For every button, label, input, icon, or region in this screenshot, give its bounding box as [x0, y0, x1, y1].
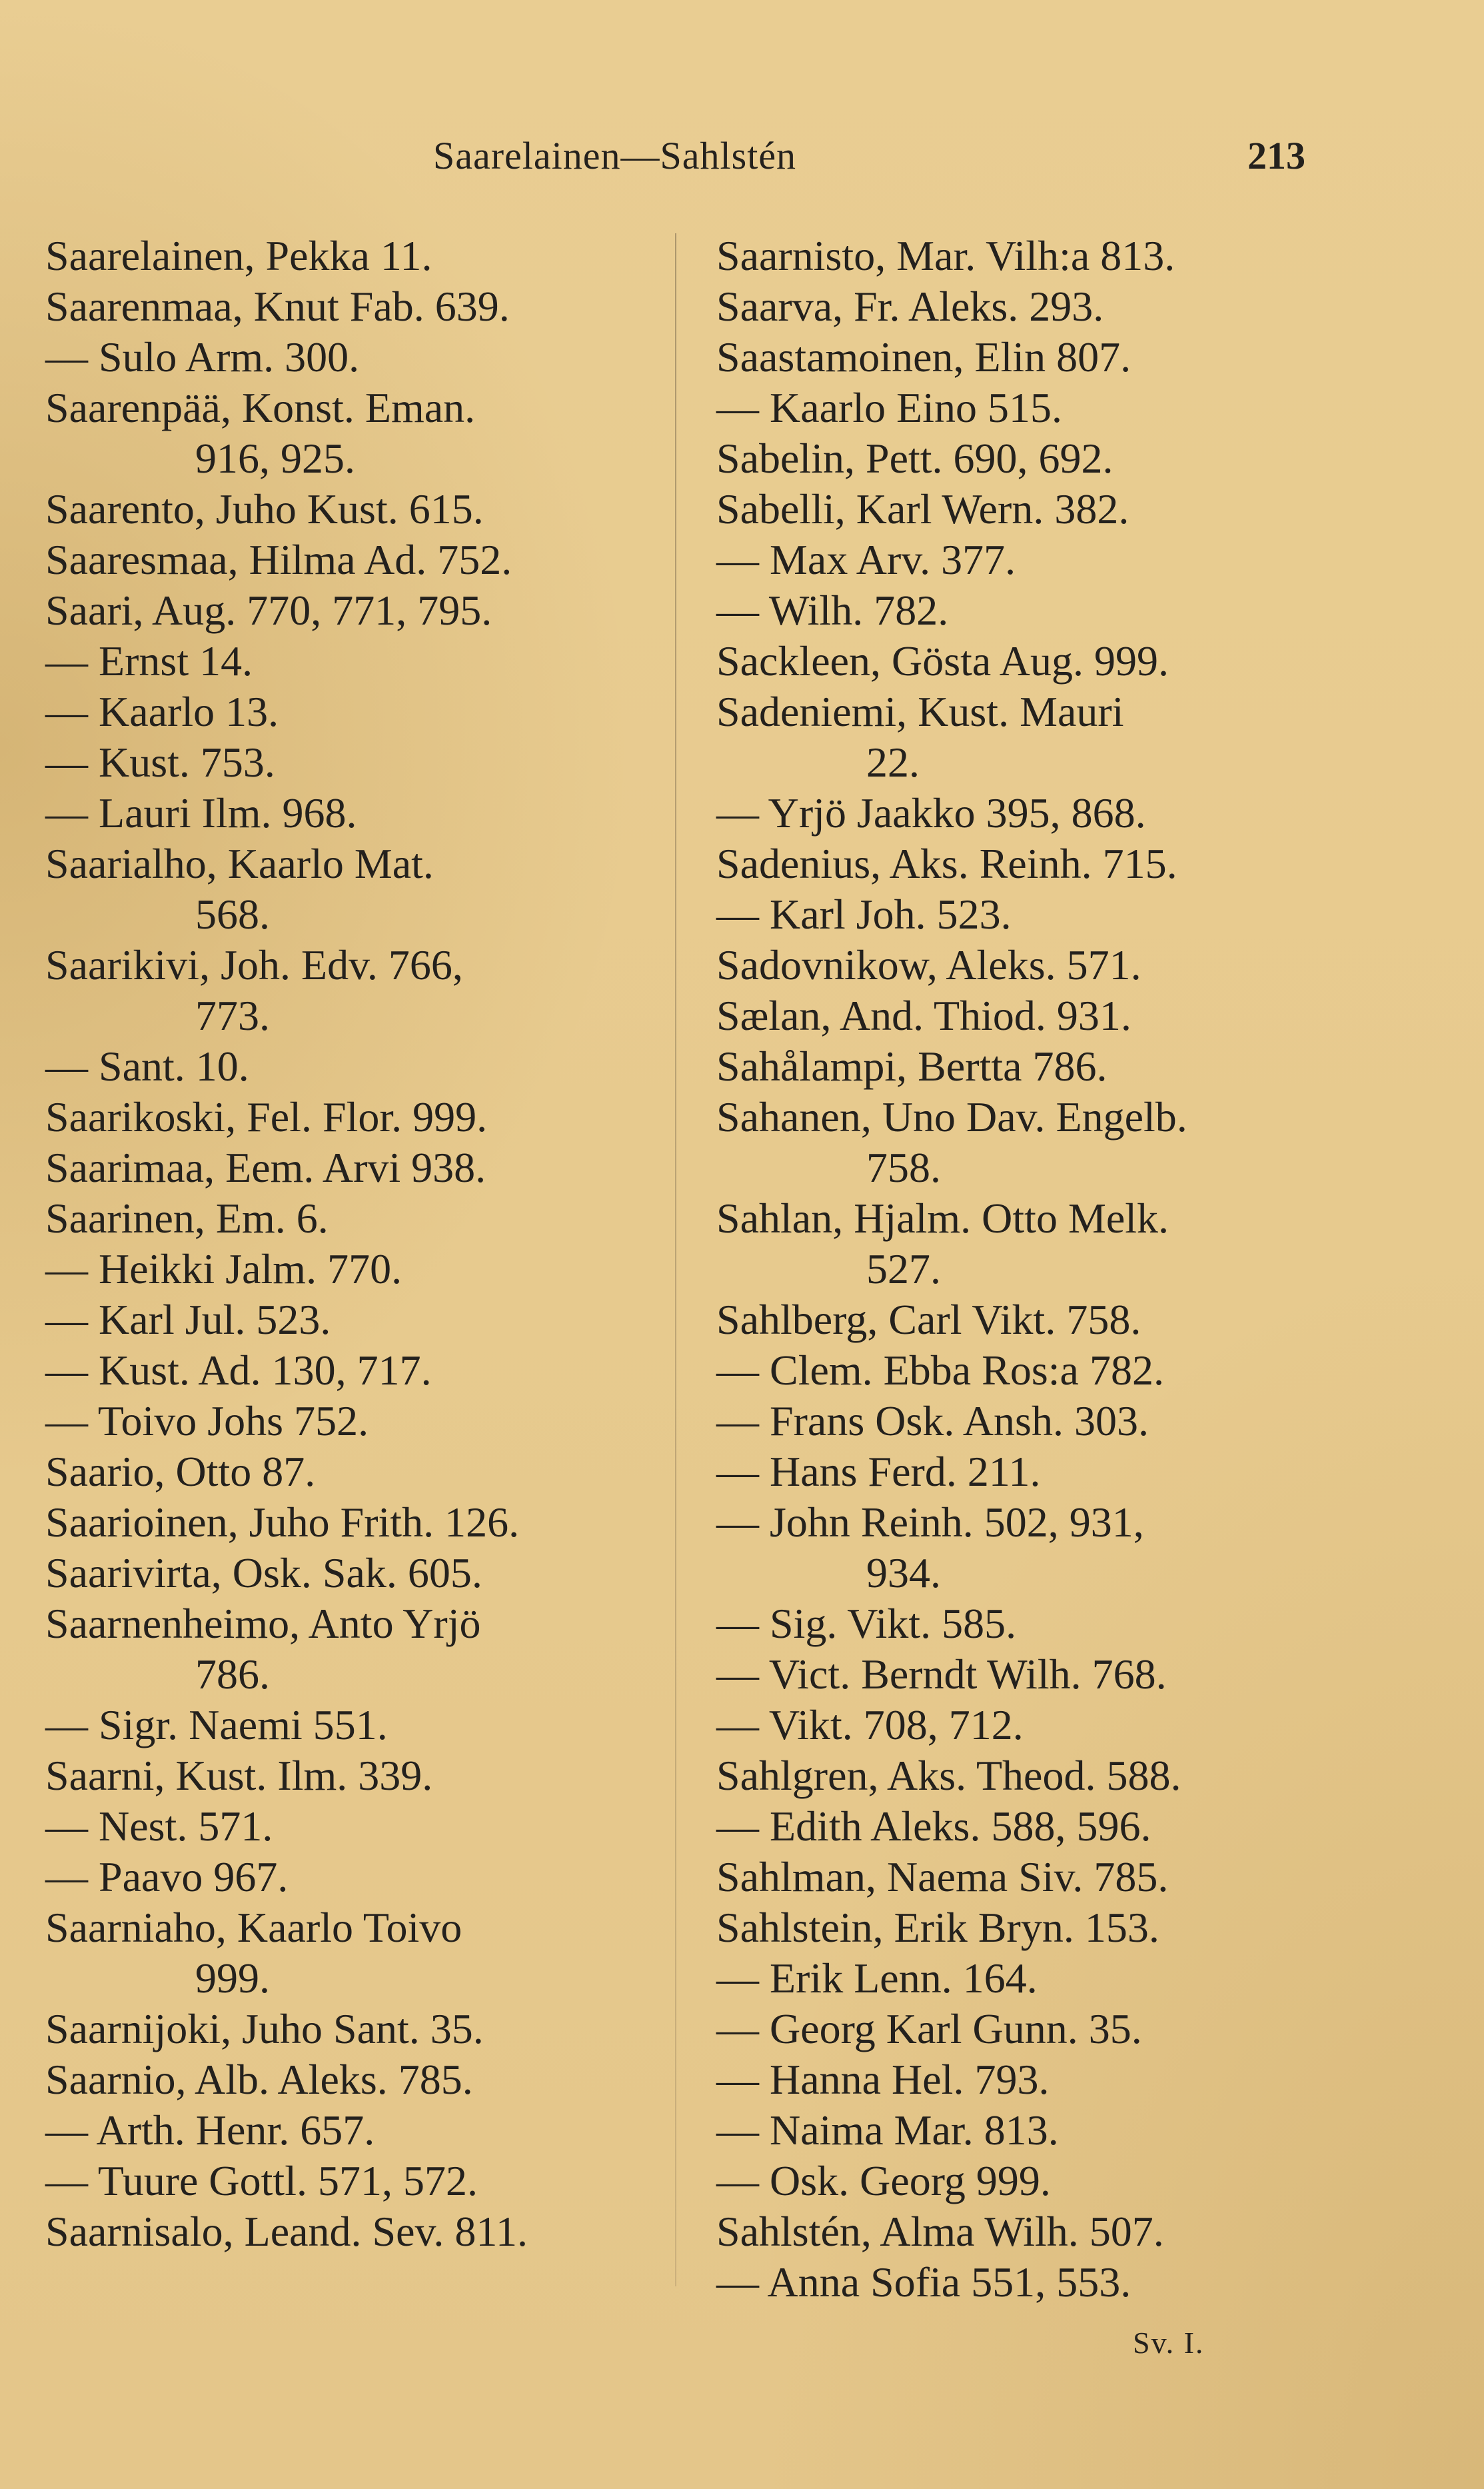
index-entry: — Tuure Gottl. 571, 572. [45, 2157, 478, 2204]
index-entry: — Karl Joh. 523. [716, 891, 1012, 938]
index-entry: — Sulo Arm. 300. [45, 333, 360, 381]
index-entry-continuation: 773. [195, 992, 270, 1039]
index-entry: — Kaarlo 13. [45, 688, 279, 735]
index-entry: — Arth. Henr. 657. [45, 2106, 375, 2154]
index-entry: Saarento, Juho Kust. 615. [45, 485, 484, 533]
index-entry: — Hanna Hel. 793. [716, 2056, 1050, 2103]
index-entry: Sahlstén, Alma Wilh. 507. [716, 2208, 1164, 2255]
index-entry: Saarenpää, Konst. Eman. [45, 384, 476, 431]
running-head: Saarelainen—Sahlstén [433, 134, 797, 177]
index-entry: — Vikt. 708, 712. [716, 1701, 1024, 1748]
index-entry: Saarikoski, Fel. Flor. 999. [45, 1093, 488, 1141]
index-entry: Sahlman, Naema Siv. 785. [716, 1853, 1169, 1900]
index-entry: — Kust. 753. [45, 739, 275, 786]
index-entry: — Sig. Vikt. 585. [716, 1600, 1017, 1647]
index-entry: — Heikki Jalm. 770. [45, 1245, 402, 1292]
index-entry-continuation: 758. [866, 1144, 941, 1191]
index-entry: Sabelli, Karl Wern. 382. [716, 485, 1129, 533]
index-entry: Sadovnikow, Aleks. 571. [716, 941, 1141, 989]
index-column-right [716, 231, 1329, 2308]
index-entry: — Sigr. Naemi 551. [45, 1701, 388, 1748]
index-entry: — Anna Sofia 551, 553. [716, 2258, 1131, 2306]
printer-signature-mark: Sv. I. [1133, 2326, 1205, 2360]
index-entry: Saarni, Kust. Ilm. 339. [45, 1752, 433, 1799]
index-entry: — Sant. 10. [45, 1043, 249, 1090]
index-entry: Saarialho, Kaarlo Mat. [45, 840, 434, 887]
index-entry: — Toivo Johs 752. [45, 1397, 369, 1444]
page-number: 213 [1247, 134, 1305, 177]
index-entry: — Georg Karl Gunn. 35. [716, 2005, 1142, 2052]
index-column-left [45, 231, 645, 2257]
index-entry: Sahlberg, Carl Vikt. 758. [716, 1296, 1141, 1343]
index-entry: — Clem. Ebba Ros:a 782. [716, 1346, 1164, 1394]
index-entry: — Kust. Ad. 130, 717. [45, 1346, 432, 1394]
index-entry: — Erik Lenn. 164. [716, 1954, 1038, 2002]
index-entry-continuation: 934. [866, 1549, 941, 1596]
index-entry: Saaresmaa, Hilma Ad. 752. [45, 536, 512, 583]
index-entry: — Nest. 571. [45, 1802, 273, 1850]
index-entry: Saarivirta, Osk. Sak. 605. [45, 1549, 482, 1596]
index-entry: Sadeniemi, Kust. Mauri [716, 688, 1124, 735]
index-entry: — Naima Mar. 813. [716, 2106, 1059, 2154]
index-entry: — Karl Jul. 523. [45, 1296, 331, 1343]
index-entry: — Osk. Georg 999. [716, 2157, 1051, 2204]
index-entry: Sahanen, Uno Dav. Engelb. [716, 1093, 1187, 1141]
index-entry: Saastamoinen, Elin 807. [716, 333, 1131, 381]
index-entry-continuation: 22. [866, 739, 920, 786]
index-entry-continuation: 568. [195, 891, 270, 938]
index-entry: Saarnisto, Mar. Vilh:a 813. [716, 232, 1175, 279]
index-entry: Sadenius, Aks. Reinh. 715. [716, 840, 1177, 887]
index-entry: — John Reinh. 502, 931, [716, 1498, 1144, 1546]
index-entry: Saarikivi, Joh. Edv. 766, [45, 941, 463, 989]
index-entry: Saarnisalo, Leand. Sev. 811. [45, 2208, 528, 2255]
index-entry: Saarinen, Em. 6. [45, 1195, 329, 1242]
index-entry: Saari, Aug. 770, 771, 795. [45, 587, 492, 634]
index-entry: Saarnenheimo, Anto Yrjö [45, 1600, 481, 1647]
index-entry: Sælan, And. Thiod. 931. [716, 992, 1131, 1039]
index-entry: — Edith Aleks. 588, 596. [716, 1802, 1151, 1850]
index-entry: — Max Arv. 377. [716, 536, 1016, 583]
index-entry: Sackleen, Gösta Aug. 999. [716, 637, 1169, 685]
index-entry: Sahlstein, Erik Bryn. 153. [716, 1904, 1159, 1951]
index-entry: Sahlan, Hjalm. Otto Melk. [716, 1195, 1169, 1242]
index-entry: Sahlgren, Aks. Theod. 588. [716, 1752, 1181, 1799]
index-entry: — Hans Ferd. 211. [716, 1448, 1041, 1495]
index-entry: — Yrjö Jaakko 395, 868. [716, 789, 1146, 837]
index-entry: Sabelin, Pett. 690, 692. [716, 435, 1113, 482]
index-entry: Saarenmaa, Knut Fab. 639. [45, 283, 510, 330]
index-entry-continuation: 999. [195, 1954, 270, 2002]
index-entry: Saarnio, Alb. Aleks. 785. [45, 2056, 473, 2103]
index-entry: — Frans Osk. Ansh. 303. [716, 1397, 1149, 1444]
index-entry-continuation: 527. [866, 1245, 941, 1292]
index-entry: — Lauri Ilm. 968. [45, 789, 357, 837]
index-entry: Saarioinen, Juho Frith. 126. [45, 1498, 520, 1546]
index-entry: — Ernst 14. [45, 637, 253, 685]
index-entry-continuation: 786. [195, 1650, 270, 1698]
index-entry: Saarelainen, Pekka 11. [45, 232, 432, 279]
column-divider [675, 233, 676, 2286]
index-entry: Saarimaa, Eem. Arvi 938. [45, 1144, 486, 1191]
index-entry: — Paavo 967. [45, 1853, 289, 1900]
index-entry: Saarva, Fr. Aleks. 293. [716, 283, 1104, 330]
index-entry-continuation: 916, 925. [195, 435, 355, 482]
index-entry: — Kaarlo Eino 515. [716, 384, 1062, 431]
index-entry: Sahålampi, Bertta 786. [716, 1043, 1108, 1090]
index-entry: — Wilh. 782. [716, 587, 949, 634]
index-entry: Saario, Otto 87. [45, 1448, 316, 1495]
index-entry: Saarniaho, Kaarlo Toivo [45, 1904, 462, 1951]
index-entry: — Vict. Berndt Wilh. 768. [716, 1650, 1167, 1698]
index-entry: Saarnijoki, Juho Sant. 35. [45, 2005, 484, 2052]
